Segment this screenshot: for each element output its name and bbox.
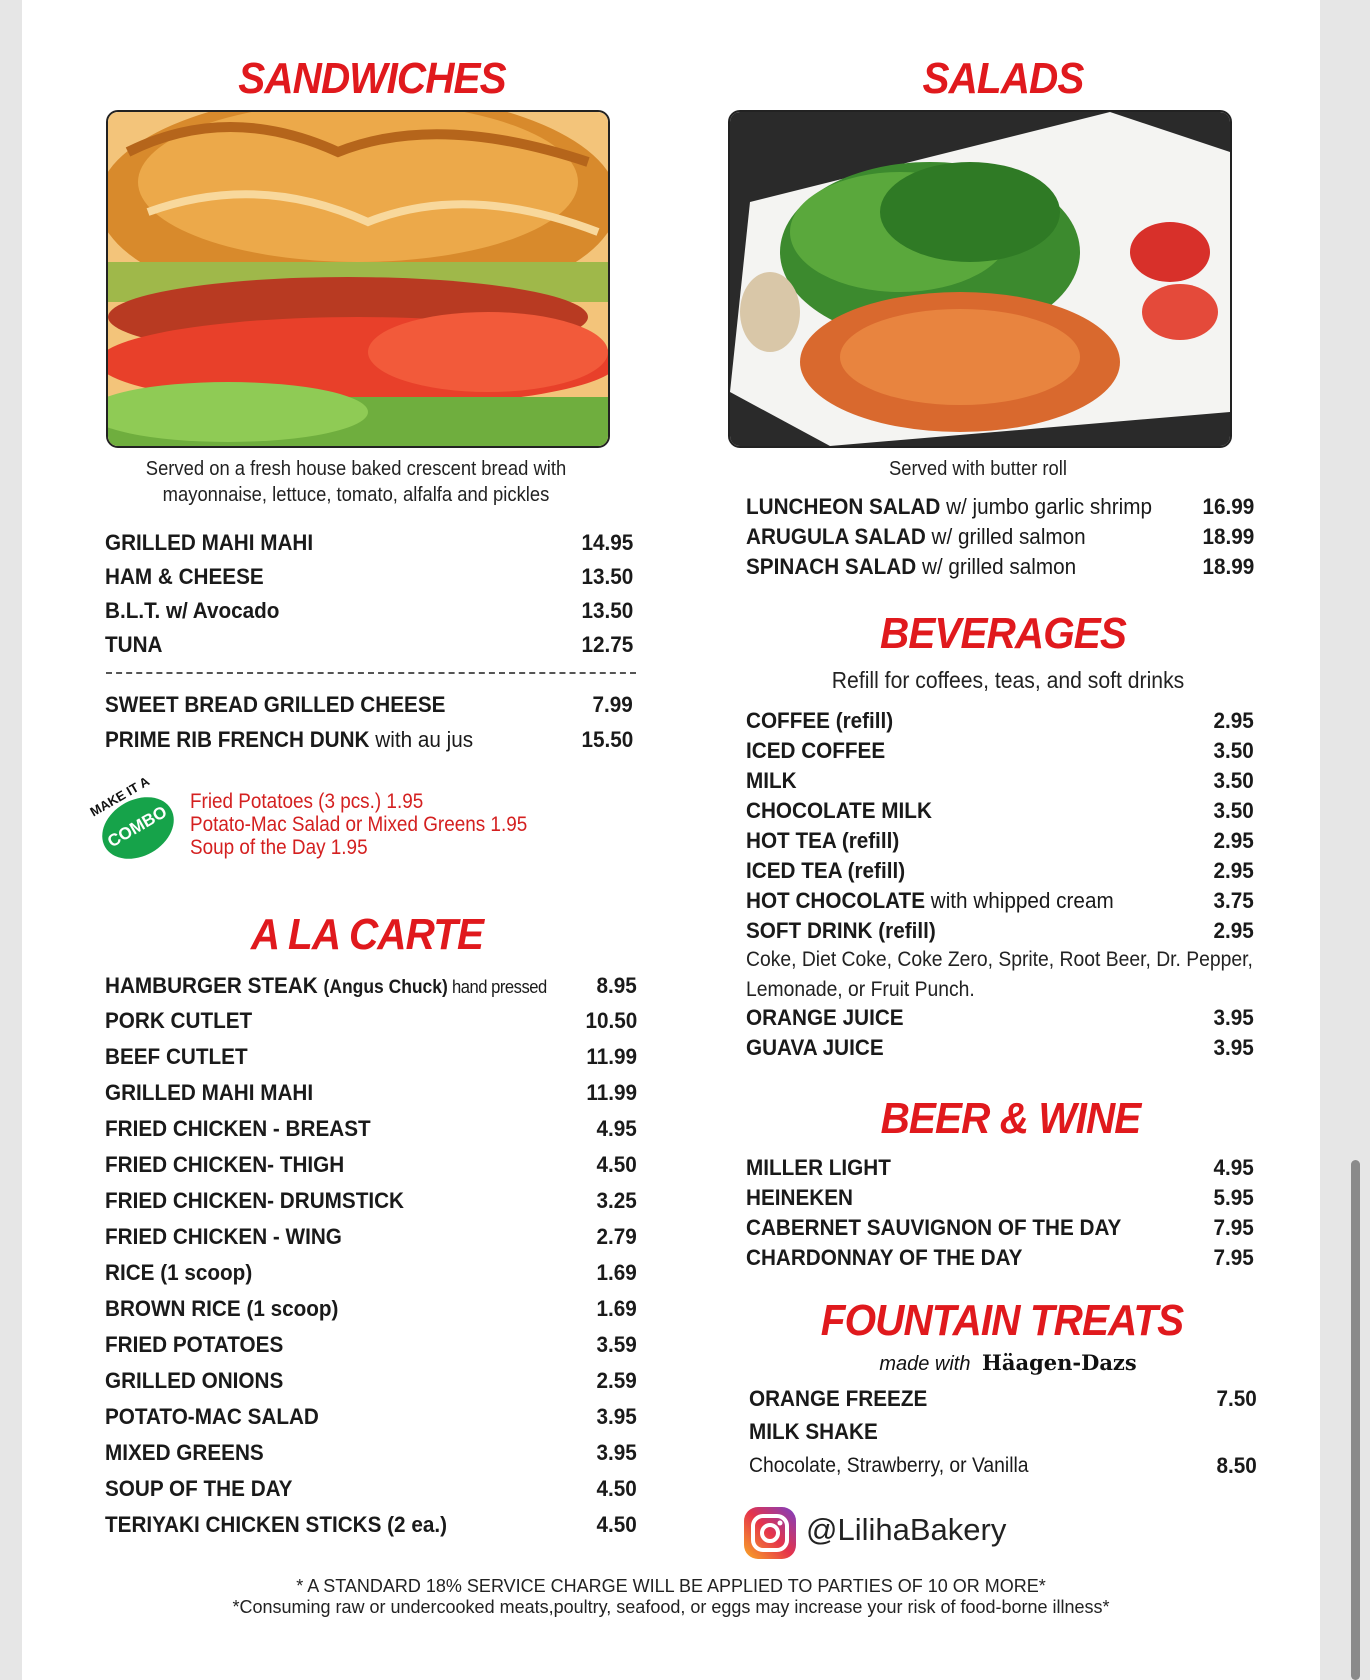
menu-item bbox=[105, 1437, 637, 1469]
item-price: 18.99 bbox=[1202, 524, 1254, 549]
menu-item bbox=[749, 1383, 1257, 1415]
item-name: TUNA bbox=[105, 632, 163, 657]
item-name-main: SPINACH SALAD bbox=[746, 554, 917, 579]
item-name: GRILLED MAHI MAHI bbox=[105, 530, 314, 555]
sandwiches-note-line-2: mayonnaise, lettuce, tomato, alfalfa and pickles bbox=[162, 484, 550, 506]
item-name: ORANGE FREEZE bbox=[749, 1386, 928, 1411]
item-name: MILK SHAKE bbox=[749, 1419, 878, 1444]
menu-item bbox=[105, 1257, 637, 1289]
item-name: FRIED CHICKEN - BREAST bbox=[105, 1116, 371, 1141]
menu-item bbox=[746, 886, 1254, 916]
item-price: 16.99 bbox=[1202, 494, 1254, 519]
combo-badge-top-text: MAKE IT A bbox=[87, 773, 153, 820]
menu-item bbox=[746, 766, 1254, 796]
combo-options bbox=[190, 790, 527, 859]
menu-item bbox=[105, 1473, 637, 1505]
item-price: 5.95 bbox=[1213, 1185, 1254, 1210]
menu-item bbox=[746, 1033, 1254, 1063]
item-name: GRILLED MAHI MAHI bbox=[105, 1080, 314, 1105]
item-price: 3.50 bbox=[1213, 738, 1254, 763]
menu-item bbox=[746, 1183, 1254, 1213]
menu-item bbox=[105, 1293, 637, 1325]
item-name: HAM & CHEESE bbox=[105, 564, 264, 589]
haagen-dazs-logo: Häagen-Dazs bbox=[982, 1350, 1137, 1375]
item-description: with whipped cream bbox=[925, 888, 1114, 913]
menu-item bbox=[105, 1185, 637, 1217]
combo-badge-label: COMBO bbox=[104, 802, 171, 852]
item-name-main: SWEET BREAD GRILLED CHEESE bbox=[105, 692, 446, 717]
item-price: 3.59 bbox=[596, 1332, 637, 1357]
made-with-line bbox=[868, 1350, 1148, 1376]
item-price: 3.50 bbox=[1213, 768, 1254, 793]
item-name: B.L.T. w/ Avocado bbox=[105, 598, 280, 623]
item-name: HOT TEA (refill) bbox=[746, 828, 900, 853]
item-name: SOUP OF THE DAY bbox=[105, 1476, 293, 1501]
menu-item bbox=[746, 736, 1254, 766]
item-price: 13.50 bbox=[581, 564, 633, 589]
item-note: (Angus Chuck) bbox=[323, 977, 448, 998]
item-description: with au jus bbox=[369, 727, 474, 752]
item-name: SOFT DRINK (refill) bbox=[746, 918, 936, 943]
item-description: w/ grilled salmon bbox=[916, 554, 1077, 579]
menu-item bbox=[105, 1221, 637, 1253]
dashed-divider bbox=[106, 672, 636, 674]
menu-item bbox=[105, 724, 633, 756]
item-price: 3.95 bbox=[596, 1404, 637, 1429]
scrollbar[interactable] bbox=[1351, 1160, 1360, 1680]
menu-item bbox=[105, 1005, 637, 1037]
item-price: 2.79 bbox=[596, 1224, 637, 1249]
item-price: 11.99 bbox=[586, 1044, 637, 1069]
menu-item bbox=[105, 527, 633, 559]
item-name bbox=[746, 888, 1114, 914]
item-name-main: LUNCHEON SALAD bbox=[746, 494, 941, 519]
menu-sheet bbox=[22, 0, 1320, 1680]
item-name: MILK bbox=[746, 768, 797, 793]
item-name bbox=[746, 524, 1086, 550]
combo-option: Potato-Mac Salad or Mixed Greens 1.95 bbox=[190, 813, 528, 836]
item-price: 12.75 bbox=[581, 632, 633, 657]
item-name: CHARDONNAY OF THE DAY bbox=[746, 1245, 1023, 1270]
item-price: 2.95 bbox=[1213, 858, 1254, 883]
item-price: 2.95 bbox=[1213, 918, 1254, 943]
item-price: 15.50 bbox=[581, 727, 633, 752]
instagram-icon[interactable] bbox=[742, 1505, 798, 1561]
item-description: hand pressed bbox=[447, 977, 547, 997]
menu-item bbox=[746, 916, 1254, 946]
item-name: MIXED GREENS bbox=[105, 1440, 264, 1465]
sandwiches-note-line-1: Served on a fresh house baked crescent bread with bbox=[145, 458, 567, 480]
item-name: ORANGE JUICE bbox=[746, 1005, 904, 1030]
item-name: ICED COFFEE bbox=[746, 738, 886, 763]
sandwiches-note bbox=[126, 456, 586, 508]
item-price: 7.99 bbox=[592, 692, 633, 717]
item-name: TERIYAKI CHICKEN STICKS (2 ea.) bbox=[105, 1512, 447, 1537]
salad-photo bbox=[728, 110, 1232, 448]
milk-shake-flavors: Chocolate, Strawberry, or Vanilla bbox=[749, 1454, 1029, 1477]
item-name: BROWN RICE (1 scoop) bbox=[105, 1296, 339, 1321]
item-name bbox=[105, 727, 473, 753]
item-name: FRIED CHICKEN - WING bbox=[105, 1224, 342, 1249]
item-price: 3.95 bbox=[596, 1440, 637, 1465]
item-name-main: HOT CHOCOLATE bbox=[746, 888, 926, 913]
item-name: FRIED CHICKEN- THIGH bbox=[105, 1152, 345, 1177]
item-price: 3.75 bbox=[1213, 888, 1254, 913]
item-price: 3.50 bbox=[1213, 798, 1254, 823]
item-price: 10.50 bbox=[585, 1008, 637, 1033]
menu-item bbox=[105, 1113, 637, 1145]
menu-item bbox=[746, 826, 1254, 856]
item-description: w/ jumbo garlic shrimp bbox=[940, 494, 1153, 519]
soft-drink-options: Lemonade, or Fruit Punch. bbox=[746, 978, 975, 1001]
item-name bbox=[746, 554, 1076, 580]
item-price: 4.95 bbox=[596, 1116, 637, 1141]
item-name-main: HAMBURGER STEAK bbox=[105, 973, 324, 998]
menu-item bbox=[105, 689, 633, 721]
item-price: 2.95 bbox=[1213, 828, 1254, 853]
item-price: 8.50 bbox=[1216, 1453, 1257, 1478]
item-name: BEEF CUTLET bbox=[105, 1044, 248, 1069]
beverages-heading: BEVERAGES bbox=[880, 609, 1126, 658]
menu-item bbox=[746, 1243, 1254, 1273]
combo-option: Soup of the Day 1.95 bbox=[190, 836, 368, 859]
item-price: 4.50 bbox=[596, 1476, 637, 1501]
combo-option: Fried Potatoes (3 pcs.) 1.95 bbox=[190, 790, 424, 813]
item-name: POTATO-MAC SALAD bbox=[105, 1404, 319, 1429]
item-price: 11.99 bbox=[586, 1080, 637, 1105]
item-price: 7.95 bbox=[1213, 1245, 1254, 1270]
item-name bbox=[746, 494, 1152, 520]
item-price: 3.25 bbox=[596, 1188, 637, 1213]
menu-item bbox=[105, 1077, 637, 1109]
item-name: CHOCOLATE MILK bbox=[746, 798, 932, 823]
combo-badge bbox=[87, 773, 185, 871]
item-name: GRILLED ONIONS bbox=[105, 1368, 284, 1393]
item-name-main: ARUGULA SALAD bbox=[746, 524, 926, 549]
item-price: 4.95 bbox=[1213, 1155, 1254, 1180]
menu-item bbox=[746, 552, 1254, 582]
item-name: CABERNET SAUVIGNON OF THE DAY bbox=[746, 1215, 1122, 1240]
item-name bbox=[105, 973, 547, 999]
item-name: COFFEE (refill) bbox=[746, 708, 894, 733]
item-description: w/ grilled salmon bbox=[925, 524, 1086, 549]
menu-item bbox=[105, 1365, 637, 1397]
menu-item bbox=[105, 1041, 637, 1073]
item-name: FRIED CHICKEN- DRUMSTICK bbox=[105, 1188, 404, 1213]
item-name: ICED TEA (refill) bbox=[746, 858, 906, 883]
item-price: 7.95 bbox=[1213, 1215, 1254, 1240]
item-price: 8.95 bbox=[596, 973, 637, 998]
item-price: 13.50 bbox=[581, 598, 633, 623]
salads-heading: SALADS bbox=[922, 54, 1084, 103]
item-price: 7.50 bbox=[1216, 1386, 1257, 1411]
item-price: 4.50 bbox=[596, 1512, 637, 1537]
instagram-handle[interactable]: @LilihaBakery bbox=[806, 1512, 1007, 1547]
item-price: 2.59 bbox=[596, 1368, 637, 1393]
item-name: RICE (1 scoop) bbox=[105, 1260, 253, 1285]
menu-item bbox=[746, 856, 1254, 886]
fountain-treats-heading: FOUNTAIN TREATS bbox=[820, 1296, 1184, 1345]
menu-item bbox=[746, 1213, 1254, 1243]
menu-item bbox=[746, 1153, 1254, 1183]
beverages-note: Refill for coffees, teas, and soft drinks bbox=[831, 667, 1185, 693]
item-price: 3.95 bbox=[1213, 1035, 1254, 1060]
item-price: 2.95 bbox=[1213, 708, 1254, 733]
menu-item bbox=[105, 629, 633, 661]
item-name-main: PRIME RIB FRENCH DUNK bbox=[105, 727, 370, 752]
soft-drink-options: Coke, Diet Coke, Coke Zero, Sprite, Root Beer, Dr. Pepper, bbox=[746, 948, 1253, 971]
made-with-label: made with bbox=[879, 1353, 971, 1375]
menu-item bbox=[746, 1003, 1254, 1033]
item-price: 4.50 bbox=[596, 1152, 637, 1177]
menu-item bbox=[105, 561, 633, 593]
menu-item bbox=[105, 1401, 637, 1433]
menu-item bbox=[746, 796, 1254, 826]
menu-item bbox=[105, 595, 633, 627]
item-name: GUAVA JUICE bbox=[746, 1035, 884, 1060]
item-price: 1.69 bbox=[596, 1260, 637, 1285]
menu-item bbox=[746, 706, 1254, 736]
menu-item bbox=[105, 1329, 637, 1361]
item-name: FRIED POTATOES bbox=[105, 1332, 284, 1357]
menu-item bbox=[746, 522, 1254, 552]
sandwich-photo bbox=[106, 110, 610, 448]
service-charge-notice: * A STANDARD 18% SERVICE CHARGE WILL BE APPLIED TO PARTIES OF 10 OR MORE* bbox=[296, 1576, 1046, 1596]
sandwiches-heading: SANDWICHES bbox=[238, 54, 506, 103]
beer-wine-heading: BEER & WINE bbox=[880, 1094, 1141, 1143]
menu-item bbox=[746, 492, 1254, 522]
menu-item bbox=[105, 1149, 637, 1181]
menu-item bbox=[749, 1416, 1257, 1448]
item-name bbox=[105, 692, 445, 718]
item-name: HEINEKEN bbox=[746, 1185, 853, 1210]
menu-item bbox=[105, 970, 637, 1002]
menu-item bbox=[749, 1450, 1257, 1482]
item-name: PORK CUTLET bbox=[105, 1008, 253, 1033]
a-la-carte-heading: A LA CARTE bbox=[250, 910, 484, 959]
item-price: 1.69 bbox=[596, 1296, 637, 1321]
item-price: 14.95 bbox=[581, 530, 633, 555]
item-price: 3.95 bbox=[1213, 1005, 1254, 1030]
salads-note: Served with butter roll bbox=[889, 458, 1067, 480]
food-safety-notice: *Consuming raw or undercooked meats,poultry, seafood, or eggs may increase your risk of food-borne illness* bbox=[232, 1597, 1110, 1617]
menu-item bbox=[105, 1509, 637, 1541]
item-price: 18.99 bbox=[1202, 554, 1254, 579]
item-name: MILLER LIGHT bbox=[746, 1155, 891, 1180]
